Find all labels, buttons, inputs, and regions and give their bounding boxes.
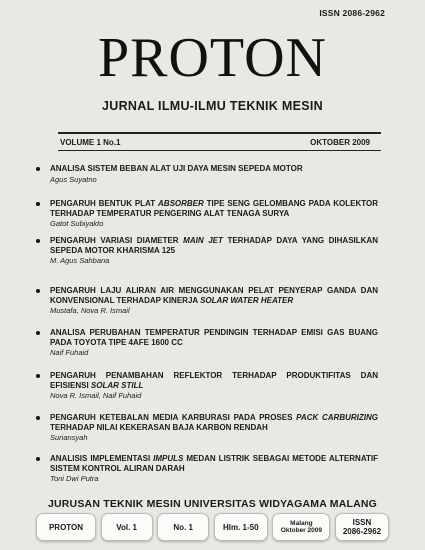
article-title: ANALISIS IMPLEMENTASI IMPULS MEDAN LISTRIK SEBAGAI METODE ALTERNATIF SISTEM KONTROL ALIRAN DARAH	[50, 454, 378, 473]
bullet-icon	[36, 167, 40, 171]
info-box-pages: Hlm. 1-50	[214, 513, 268, 541]
article-author: Suriansyah	[50, 433, 88, 443]
bullet-icon	[36, 202, 40, 206]
article-item	[36, 199, 378, 229]
article-item	[36, 236, 378, 266]
volume-label: VOLUME 1 No.1	[60, 138, 121, 147]
article-title: PENGARUH BENTUK PLAT ABSORBER TIPE SENG GELOMBANG PADA KOLEKTOR TERHADAP TEMPERATUR PENGERING ALAT TENAGA SURYA	[50, 199, 378, 218]
article-item	[36, 413, 378, 443]
article-title: PENGARUH VARIASI DIAMETER MAIN JET TERHADAP DAYA YANG DIHASILKAN SEPEDA MOTOR KHARISMA 125	[50, 236, 378, 255]
footer-info-boxes	[36, 513, 389, 543]
info-box-volume: Vol. 1	[101, 513, 153, 541]
article-author: Toni Dwi Putra	[50, 474, 99, 484]
bullet-icon	[36, 457, 40, 461]
article-title: PENGARUH PENAMBAHAN REFLEKTOR TERHADAP PRODUKTIFITAS DAN EFISIENSI SOLAR STILL	[50, 371, 378, 390]
article-item	[36, 164, 378, 184]
article-item	[36, 454, 378, 484]
article-author: Nova R. Ismail, Naif Fuhaid	[50, 391, 142, 401]
article-item	[36, 328, 378, 358]
bullet-icon	[36, 239, 40, 243]
info-box-number: No. 1	[157, 513, 209, 541]
issn-label: ISSN 2086-2962	[319, 8, 385, 18]
article-item	[36, 286, 378, 316]
journal-subtitle: JURNAL ILMU-ILMU TEKNIK MESIN	[102, 99, 323, 113]
article-author: Mustafa, Nova R. Ismail	[50, 306, 130, 316]
bullet-icon	[36, 374, 40, 378]
journal-title: PROTON	[97, 27, 327, 89]
article-author: M. Agus Sahbana	[50, 256, 110, 266]
bullet-icon	[36, 289, 40, 293]
divider-top	[58, 132, 381, 134]
issue-date: OKTOBER 2009	[310, 138, 370, 147]
article-title: PENGARUH LAJU ALIRAN AIR MENGGUNAKAN PELAT PENYERAP GANDA DAN KONVENSIONAL TERHADAP KINERJA SOLAR WATER HEATER	[50, 286, 378, 305]
bullet-icon	[36, 331, 40, 335]
article-title: ANALISA SISTEM BEBAN ALAT UJI DAYA MESIN SEPEDA MOTOR	[50, 164, 303, 173]
info-box-place-date: Malang Oktober 2009	[272, 513, 330, 541]
info-box-issn: ISSN 2086-2962	[335, 513, 389, 541]
article-author: Naif Fuhaid	[50, 348, 89, 358]
department-label: JURUSAN TEKNIK MESIN UNIVERSITAS WIDYAGAMA MALANG	[47, 498, 378, 510]
article-author: Gatot Subiyakto	[50, 219, 104, 229]
article-title: ANALISA PERUBAHAN TEMPERATUR PENDINGIN TERHADAP EMISI GAS BUANG PADA TOYOTA TIPE 4AFE 1600 CC	[50, 328, 378, 347]
divider-bottom	[58, 150, 381, 151]
article-item	[36, 371, 378, 401]
article-author: Agus Suyatno	[50, 174, 97, 184]
bullet-icon	[36, 416, 40, 420]
info-box-journal: PROTON	[36, 513, 96, 541]
article-title: PENGARUH KETEBALAN MEDIA KARBURASI PADA PROSES PACK CARBURIZING TERHADAP NILAI KEKERASAN BAJA KARBON RENDAH	[50, 413, 378, 432]
